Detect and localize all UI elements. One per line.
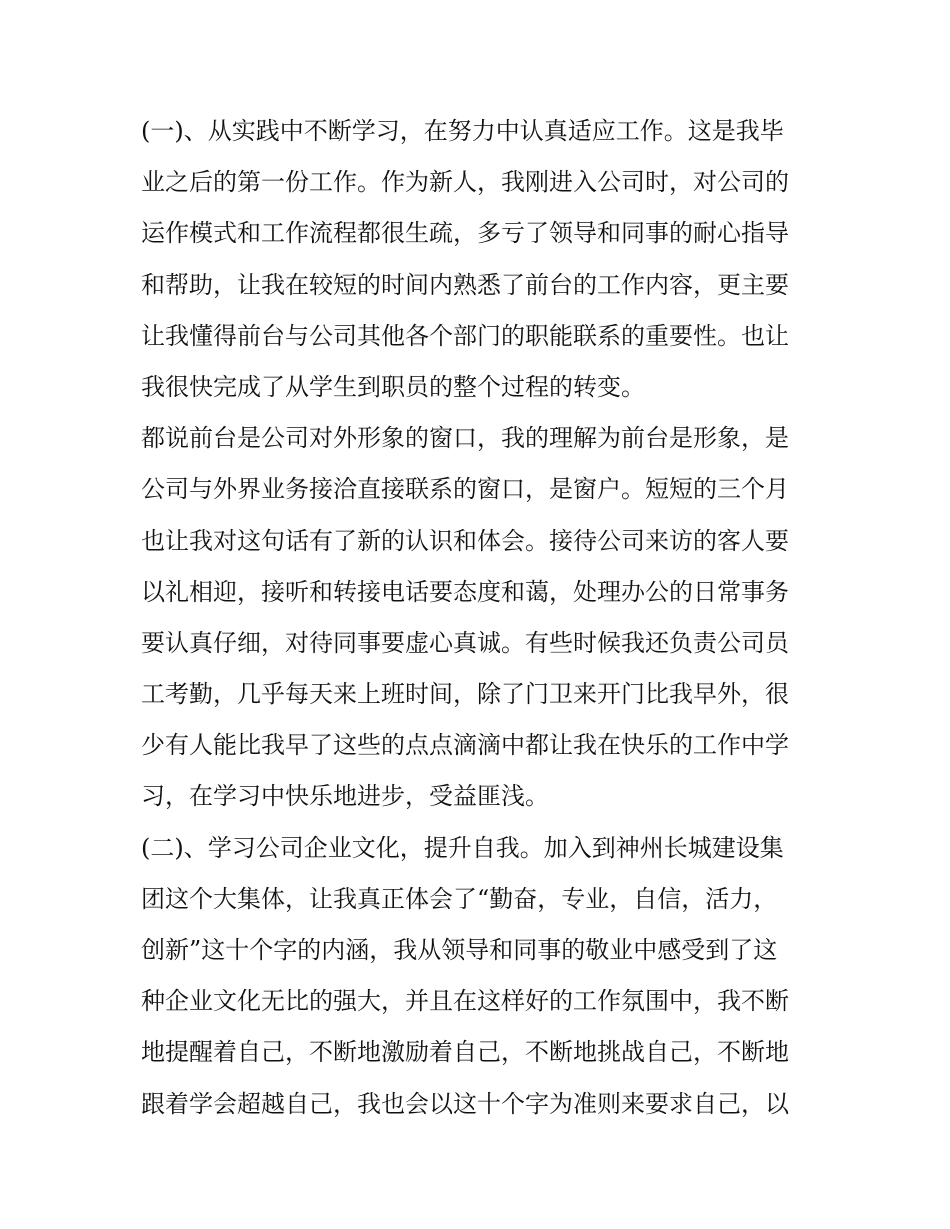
text-line: 以礼相迎，接听和转接电话要态度和蔼，处理办公的日常事务	[141, 577, 789, 606]
text-line: 地提醒着自己，不断地激励着自己，不断地挑战自己，不断地	[141, 1038, 789, 1067]
text-line: 运作模式和工作流程都很生疏，多亏了领导和同事的耐心指导	[141, 219, 789, 248]
text-line: 团这个大集体，让我真正体会了“勤奋，专业，自信，活力，	[141, 884, 778, 913]
text-line: 我很快完成了从学生到职员的整个过程的转变。	[141, 372, 645, 401]
text-line: (二)、学习公司企业文化，提升自我。加入到神州长城建设集	[141, 833, 784, 862]
text-line: 也让我对这句话有了新的认识和体会。接待公司来访的客人要	[141, 526, 789, 555]
text-line: 和帮助，让我在较短的时间内熟悉了前台的工作内容，更主要	[141, 270, 789, 299]
text-line: (一)、从实践中不断学习，在努力中认真适应工作。这是我毕	[141, 117, 784, 145]
text-line: 跟着学会超越自己，我也会以这十个字为准则来要求自己，以	[141, 1089, 789, 1118]
text-line: 让我懂得前台与公司其他各个部门的职能联系的重要性。也让	[141, 321, 789, 350]
text-line: 创新”这十个字的内涵，我从领导和同事的敬业中感受到了这	[141, 936, 778, 964]
body-text	[141, 106, 817, 1130]
text-line: 业之后的第一份工作。作为新人，我刚进入公司时，对公司的	[141, 168, 789, 197]
text-line: 要认真仔细，对待同事要虚心真诚。有些时候我还负责公司员	[141, 628, 789, 657]
text-line: 工考勤，几乎每天来上班时间，除了门卫来开门比我早外，很	[141, 680, 789, 709]
text-line: 少有人能比我早了这些的点点滴滴中都让我在快乐的工作中学	[141, 731, 789, 760]
text-line: 种企业文化无比的强大，并且在这样好的工作氛围中，我不断	[141, 987, 789, 1016]
text-line: 都说前台是公司对外形象的窗口，我的理解为前台是形象，是	[141, 424, 789, 453]
text-line: 公司与外界业务接洽直接联系的窗口，是窗户。短短的三个月	[141, 475, 789, 504]
text-line: 习，在学习中快乐地进步，受益匪浅。	[141, 782, 549, 811]
